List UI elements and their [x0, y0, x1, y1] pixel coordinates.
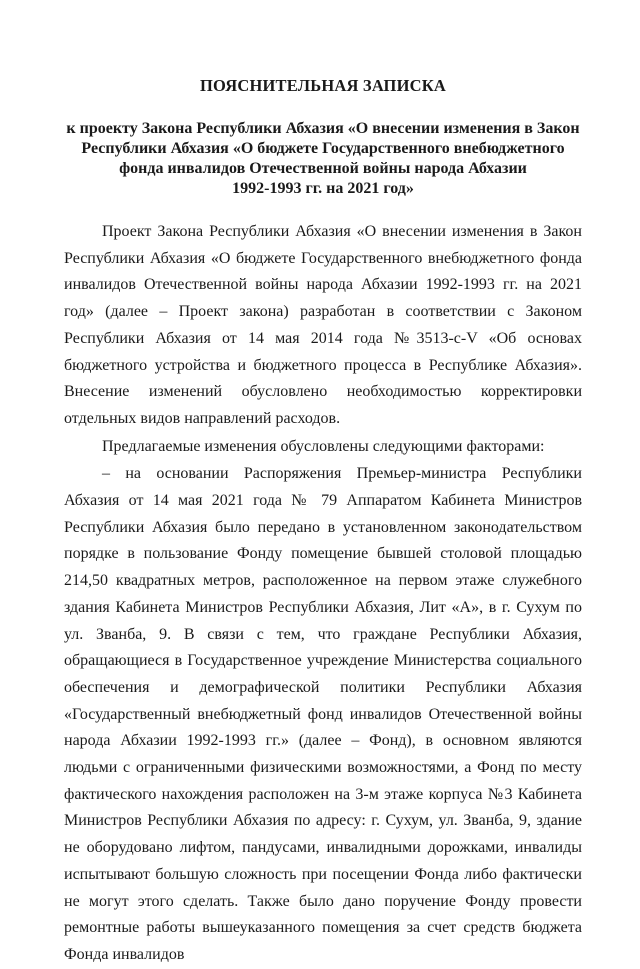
subtitle-line: фонда инвалидов Отечественной войны народа Абхазии: [119, 160, 527, 177]
body-paragraph-item: – на основании Распоряжения Премьер-министра Республики Абхазия от 14 мая 2021 года № 79 Аппаратом Кабинета Министров Республики Абхазия было передано в установленном законодательством порядке в пользование Фонду помещение бывшей столовой площадью 214,50 квадратных метров, расположенное на первом этаже служебного здания Кабинета Министров Республики Абхазия, Лит «А», в г. Сухум по ул. Званба, 9. В связи с тем, что граждане Республики Абхазия, обращающиеся в Государственное учреждение Министерства социального обеспечения и демографической политики Республики Абхазия «Государственный внебюджетный фонд инвалидов Отечественной войны народа Абхазии 1992-1993 гг.» (далее – Фонд), в основном являются людьми с ограниченными физическими возможностями, а Фонд по месту фактического нахождения расположен на 3-м этаже корпуса №3 Кабинета Министров Республики Абхазия по адресу: г. Сухум, ул. Званба, 9, здание не оборудовано лифтом, пандусами, инвалидными дорожками, инвалиды испытывают большую сложность при посещении Фонда либо фактически не могут этого сделать. Также было дано поручение Фонду провести ремонтные работы вышеуказанного помещения за счет средств бюджета Фонда инвалидов: [64, 465, 582, 963]
body-paragraph-factors: Предлагаемые изменения обусловлены следующими факторами:: [102, 437, 545, 455]
subtitle-line: 1992-1993 гг. на 2021 год»: [232, 180, 414, 197]
document-title: ПОЯСНИТЕЛЬНАЯ ЗАПИСКА: [199, 76, 446, 95]
subtitle-line: Республики Абхазия «О бюджете Государственного внебюджетного: [81, 140, 565, 157]
subtitle-line: к проекту Закона Республики Абхазия «О внесении изменения в Закон: [66, 120, 580, 137]
body-paragraph-intro: Проект Закона Республики Абхазия «О внесении изменения в Закон Республики Абхазия «О бюджете Государственного внебюджетного фонда инвалидов Отечественной войны народа Абхазии 1992-1993 гг. на 2021 год» (далее – Проект закона) разработан в соответствии с Законом Республики Абхазия от 14 мая 2014 года №3513-с-V «Об основах бюджетного устройства и бюджетного процесса в Республике Абхазия». Внесение изменений обусловлено необходимостью корректировки отдельных видов направлений расходов.: [64, 223, 582, 427]
document-subtitle: [64, 119, 582, 199]
